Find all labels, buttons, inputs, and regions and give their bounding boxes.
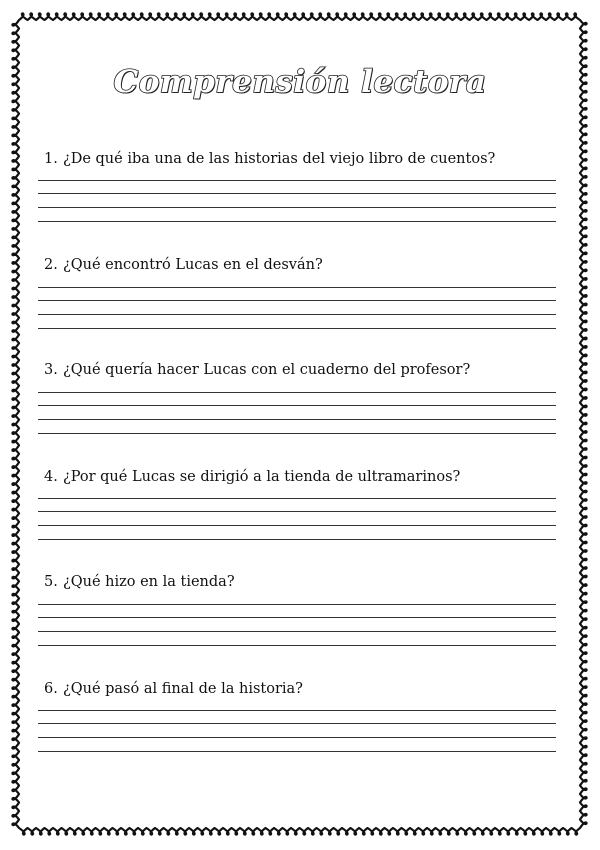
answer-line[interactable] bbox=[38, 751, 556, 752]
answer-line[interactable] bbox=[38, 525, 556, 526]
answer-line[interactable] bbox=[38, 180, 556, 181]
question-6 bbox=[44, 678, 564, 697]
question-1 bbox=[44, 148, 564, 167]
answer-line[interactable] bbox=[38, 723, 556, 724]
question-6-number: 6. bbox=[44, 681, 58, 697]
question-4 bbox=[44, 466, 564, 485]
question-2 bbox=[44, 254, 564, 273]
answer-line[interactable] bbox=[38, 710, 556, 711]
question-5-number: 5. bbox=[44, 574, 58, 590]
answer-line[interactable] bbox=[38, 539, 556, 540]
question-1-number: 1. bbox=[44, 151, 58, 167]
answer-line[interactable] bbox=[38, 221, 556, 222]
answer-line[interactable] bbox=[38, 631, 556, 632]
answer-line[interactable] bbox=[38, 207, 556, 208]
question-6-text: ¿Qué pasó al final de la historia? bbox=[62, 681, 303, 697]
answer-line[interactable] bbox=[38, 617, 556, 618]
answer-line[interactable] bbox=[38, 193, 556, 194]
question-2-text: ¿Qué encontró Lucas en el desván? bbox=[62, 257, 323, 273]
question-2-number: 2. bbox=[44, 257, 58, 273]
answer-line[interactable] bbox=[38, 498, 556, 499]
question-3 bbox=[44, 359, 564, 378]
answer-line[interactable] bbox=[38, 419, 556, 420]
question-3-number: 3. bbox=[44, 362, 58, 378]
answer-line[interactable] bbox=[38, 392, 556, 393]
answer-line[interactable] bbox=[38, 511, 556, 512]
answer-line[interactable] bbox=[38, 737, 556, 738]
question-1-text: ¿De qué iba una de las historias del viejo libro de cuentos? bbox=[62, 151, 496, 167]
question-5 bbox=[44, 571, 564, 590]
answer-line[interactable] bbox=[38, 645, 556, 646]
answer-line[interactable] bbox=[38, 328, 556, 329]
answer-line[interactable] bbox=[38, 604, 556, 605]
question-3-text: ¿Qué quería hacer Lucas con el cuaderno del profesor? bbox=[62, 362, 471, 378]
question-4-number: 4. bbox=[44, 469, 58, 485]
answer-line[interactable] bbox=[38, 314, 556, 315]
question-5-text: ¿Qué hizo en la tienda? bbox=[62, 574, 235, 590]
answer-line[interactable] bbox=[38, 300, 556, 301]
question-4-text: ¿Por qué Lucas se dirigió a la tienda de ultramarinos? bbox=[62, 469, 461, 485]
page-title: Comprensión lectora bbox=[113, 64, 487, 100]
answer-line[interactable] bbox=[38, 405, 556, 406]
answer-line[interactable] bbox=[38, 433, 556, 434]
answer-line[interactable] bbox=[38, 287, 556, 288]
